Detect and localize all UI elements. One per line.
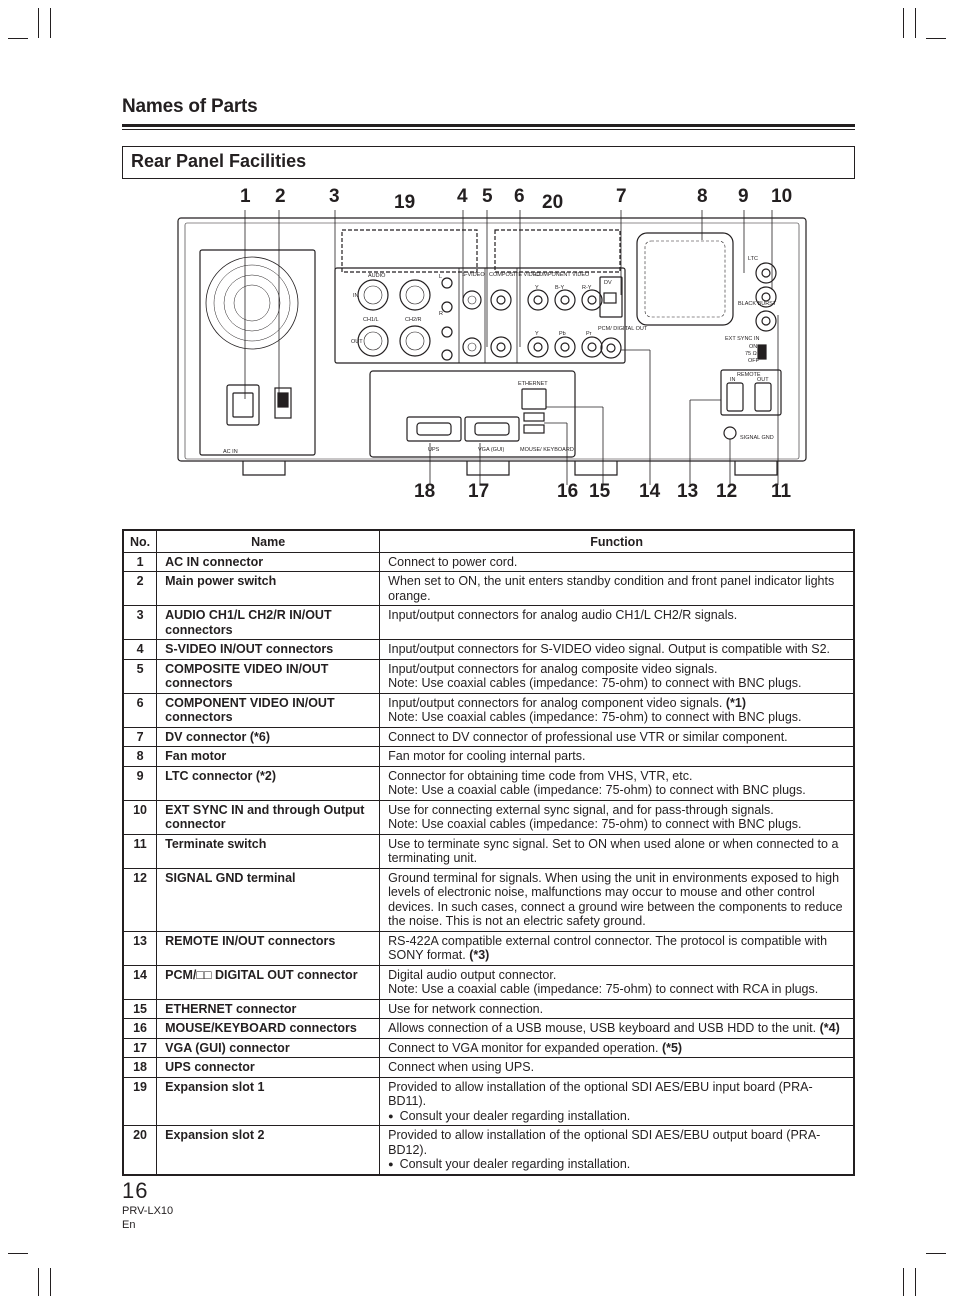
table-row	[123, 727, 854, 747]
function-line	[388, 710, 845, 725]
remote-in	[727, 383, 743, 411]
table-row	[123, 1019, 854, 1039]
language-code: En	[122, 1219, 136, 1231]
foot-left	[243, 461, 285, 475]
function-text: Input/output connectors for analog composite video signals.	[388, 661, 718, 676]
label-ups: UPS	[428, 447, 440, 453]
model-info	[122, 1204, 173, 1232]
part-name: AC IN connector	[157, 552, 380, 572]
function-line	[388, 696, 845, 711]
row-number: 13	[123, 931, 157, 965]
function-line	[388, 871, 845, 929]
part-name: Fan motor	[157, 747, 380, 767]
label-ohm: 75 Ω	[745, 351, 757, 357]
table-row	[123, 659, 854, 693]
row-number: 18	[123, 1058, 157, 1078]
table-row	[123, 640, 854, 660]
function-line	[388, 574, 845, 603]
expansion-slot-1	[342, 230, 477, 272]
remote-out	[755, 383, 771, 411]
crop-mark	[38, 1268, 39, 1296]
callout-number: 7	[616, 186, 627, 207]
label-remote: REMOTE	[737, 372, 761, 378]
xlr-in-ch2	[400, 280, 430, 310]
label-ext-sync: EXT SYNC IN	[725, 336, 760, 342]
function-text: Connect to VGA monitor for expanded operation.	[388, 1040, 659, 1055]
fan-grille	[637, 233, 733, 325]
part-name: REMOTE IN/OUT connectors	[157, 931, 380, 965]
label-black-burst: BLACK BURST	[738, 301, 777, 307]
part-name: SIGNAL GND terminal	[157, 868, 380, 931]
table-row	[123, 931, 854, 965]
function-text: Connect to DV connector of professional use VTR or similar component.	[388, 729, 788, 744]
function-line	[388, 968, 845, 983]
row-number: 20	[123, 1126, 157, 1175]
function-text: Fan motor for cooling internal parts.	[388, 749, 586, 763]
function-line	[388, 1128, 845, 1157]
label-vga: VGA (GUI)	[478, 447, 505, 453]
ups-port	[407, 417, 461, 441]
part-name: MOUSE/KEYBOARD connectors	[157, 1019, 380, 1039]
table-row	[123, 965, 854, 999]
part-function	[380, 572, 854, 606]
callout-number: 15	[589, 481, 611, 502]
callout-number: 2	[275, 186, 286, 207]
part-name: DV connector (*6)	[157, 727, 380, 747]
section-header-box	[122, 146, 855, 179]
function-line	[388, 769, 845, 784]
callout-number: 8	[697, 186, 708, 207]
function-text: Digital audio output connector.	[388, 967, 557, 982]
label-remote-out: OUT	[757, 377, 769, 383]
foot-center-left	[467, 461, 509, 475]
function-line	[388, 730, 845, 745]
label-remote-in: IN	[730, 377, 736, 383]
row-number: 15	[123, 999, 157, 1019]
composite-out	[491, 337, 511, 357]
bullet-note	[388, 1157, 845, 1172]
row-number: 3	[123, 606, 157, 640]
label-audio-in: IN	[353, 293, 359, 299]
xlr-out-ch2	[400, 326, 430, 356]
label-component: COMPONENT VIDEO	[535, 272, 590, 278]
crop-mark	[8, 1253, 28, 1254]
chassis-outline	[178, 218, 806, 461]
function-text: Connect to power cord.	[388, 554, 518, 569]
callout-number: 16	[557, 481, 579, 502]
function-line	[388, 837, 845, 866]
terminate-switch	[758, 345, 766, 359]
foot-right	[735, 461, 777, 475]
table-row	[123, 606, 854, 640]
part-function	[380, 834, 854, 868]
function-text: Note: Use coaxial cables (impedance: 75-ohm) to connect with BNC plugs.	[388, 676, 802, 690]
label-composite: COMPOSITE VIDEO	[489, 272, 541, 278]
row-number: 1	[123, 552, 157, 572]
part-function	[380, 1077, 854, 1126]
function-text: Input/output connectors for analog component video signals.	[388, 695, 723, 710]
part-name: Terminate switch	[157, 834, 380, 868]
row-number: 10	[123, 800, 157, 834]
crop-mark	[50, 1268, 51, 1296]
function-text: Connector for obtaining time code from VHS, VTR, etc.	[388, 768, 693, 783]
part-name: ETHERNET connector	[157, 999, 380, 1019]
part-function	[380, 965, 854, 999]
row-number: 8	[123, 747, 157, 767]
signal-gnd-terminal	[724, 427, 736, 439]
callout-number: 10	[771, 186, 793, 207]
callout-number: 14	[639, 481, 661, 502]
crop-mark	[38, 8, 39, 38]
label-y: Y	[535, 285, 539, 291]
label-ry: R-Y	[582, 285, 592, 291]
function-text: Use to terminate sync signal. Set to ON when used alone or when connected to a terminating unit.	[388, 836, 839, 865]
label-pb: Pb	[559, 331, 566, 337]
table-row	[123, 1038, 854, 1058]
callout-number: 6	[514, 186, 525, 207]
title-rule	[122, 124, 855, 127]
function-line	[388, 642, 845, 657]
row-number: 12	[123, 868, 157, 931]
label-audio: AUDIO	[368, 273, 386, 279]
part-function	[380, 747, 854, 767]
table-row	[123, 572, 854, 606]
expansion-slot-2	[495, 230, 620, 272]
part-function	[380, 1058, 854, 1078]
label-ltc: LTC	[748, 256, 758, 262]
part-function	[380, 1126, 854, 1175]
io-panel	[335, 268, 625, 363]
part-function	[380, 999, 854, 1019]
function-text: RS-422A compatible external control connector. The protocol is compatible with SONY format.	[388, 933, 828, 962]
callout-number: 1	[240, 186, 251, 207]
crop-mark	[926, 1253, 946, 1254]
label-audio-out: OUT	[351, 339, 363, 345]
function-line	[388, 1041, 845, 1056]
function-text: Connect when using UPS.	[388, 1060, 535, 1074]
part-name: S-VIDEO IN/OUT connectors	[157, 640, 380, 660]
col-header-function: Function	[380, 530, 854, 552]
section-title: Rear Panel Facilities	[131, 151, 307, 171]
function-text: Input/output connectors for analog audio CH1/L CH2/R signals.	[388, 608, 738, 622]
function-line	[388, 982, 845, 997]
callout-number: 9	[738, 186, 749, 207]
function-line	[388, 934, 845, 963]
crop-mark	[50, 8, 51, 38]
part-name: EXT SYNC IN and through Output connector	[157, 800, 380, 834]
part-name: PCM/□□ DIGITAL OUT connector	[157, 965, 380, 999]
table-row	[123, 1126, 854, 1175]
part-name: LTC connector (*2)	[157, 766, 380, 800]
crop-mark	[903, 8, 904, 38]
label-svideo: S-VIDEO	[462, 272, 485, 278]
table-header-row	[123, 530, 854, 552]
label-by: B-Y	[555, 285, 565, 291]
part-function	[380, 766, 854, 800]
part-name: COMPONENT VIDEO IN/OUT connectors	[157, 693, 380, 727]
row-number: 4	[123, 640, 157, 660]
function-line	[388, 608, 845, 623]
function-line	[388, 1080, 845, 1109]
part-function	[380, 552, 854, 572]
function-line	[388, 817, 845, 832]
row-number: 5	[123, 659, 157, 693]
label-ch2r: CH2/R	[405, 317, 422, 323]
crop-mark	[915, 1268, 916, 1296]
crop-mark	[8, 38, 28, 39]
callout-number: 11	[771, 481, 792, 502]
function-line	[388, 803, 845, 818]
part-name: AUDIO CH1/L CH2/R IN/OUT connectors	[157, 606, 380, 640]
part-name: VGA (GUI) connector	[157, 1038, 380, 1058]
function-text: Use for network connection.	[388, 1001, 544, 1016]
footnote-ref: (*5)	[661, 1040, 683, 1055]
bullet-note	[388, 1109, 845, 1124]
function-text: Note: Use a coaxial cable (impedance: 75-ohm) to connect with RCA in plugs.	[388, 982, 819, 996]
ltc-bnc	[756, 263, 776, 283]
ext-sync-through	[756, 311, 776, 331]
part-name: Expansion slot 2	[157, 1126, 380, 1175]
function-line	[388, 1002, 845, 1017]
part-function	[380, 659, 854, 693]
xlr-in-ch1	[358, 280, 388, 310]
label-l: L	[439, 274, 443, 280]
row-number: 19	[123, 1077, 157, 1126]
part-function	[380, 931, 854, 965]
table-row	[123, 868, 854, 931]
label-mouse: MOUSE/ KEYBOARD	[520, 447, 574, 453]
callout-number: 18	[414, 481, 436, 502]
table-row	[123, 766, 854, 800]
fan-grille-psu	[206, 257, 298, 349]
title-rule-thin	[122, 129, 855, 130]
usb-port-2	[524, 425, 544, 433]
table-row	[123, 1058, 854, 1078]
function-line	[388, 676, 845, 691]
function-line	[388, 1060, 845, 1075]
function-text: Use for connecting external sync signal, and for pass-through signals.	[388, 802, 774, 817]
callout-number: 19	[394, 192, 416, 213]
row-number: 7	[123, 727, 157, 747]
label-pcm: PCM/ DIGITAL OUT	[598, 326, 648, 332]
table-row	[123, 747, 854, 767]
page-number: 16	[122, 1178, 149, 1203]
part-function	[380, 800, 854, 834]
page-title: Names of Parts	[122, 96, 258, 117]
function-text: Ground terminal for signals. When using the unit in environments exposed to high levels of electronic noise, malfunctions may occur to mouse and other control devices. In such cases, connect a ground wire between the components to reduce the noise. This is not an electric safety ground.	[388, 870, 843, 928]
function-line	[388, 555, 845, 570]
part-function	[380, 640, 854, 660]
function-text: Provided to allow installation of the optional SDI AES/EBU input board (PRA-BD11).	[388, 1079, 813, 1108]
function-text: When set to ON, the unit enters standby condition and front panel indicator lights orange.	[388, 574, 835, 603]
row-number: 6	[123, 693, 157, 727]
rear-panel-diagram	[175, 185, 815, 510]
usb-port-1	[524, 413, 544, 421]
foot-center-right	[575, 461, 617, 475]
callout-number: 12	[716, 481, 738, 502]
row-number: 14	[123, 965, 157, 999]
footnote-ref: (*3)	[469, 948, 490, 962]
model-name: PRV-LX10	[122, 1205, 174, 1217]
function-text: Allows connection of a USB mouse, USB keyboard and USB HDD to the unit.	[388, 1021, 817, 1035]
col-header-no: No.	[123, 530, 157, 552]
bullet-text: Consult your dealer regarding installation.	[399, 1108, 631, 1123]
part-name: UPS connector	[157, 1058, 380, 1078]
parts-table-body	[123, 552, 854, 1175]
row-number: 2	[123, 572, 157, 606]
function-text: Note: Use coaxial cables (impedance: 75-ohm) to connect with BNC plugs.	[388, 817, 802, 831]
callout-number: 13	[677, 481, 699, 502]
callout-number: 5	[482, 186, 493, 207]
svideo-out	[463, 338, 481, 356]
function-text: Input/output connectors for S-VIDEO video signal. Output is compatible with S2.	[388, 642, 831, 656]
row-number: 17	[123, 1038, 157, 1058]
callout-number: 17	[468, 481, 490, 502]
composite-in	[491, 290, 511, 310]
part-function	[380, 1038, 854, 1058]
callout-number: 3	[329, 186, 340, 207]
pcm-digital-out	[601, 338, 621, 358]
function-line	[388, 1021, 845, 1036]
label-ch1l: CH1/L	[363, 317, 379, 323]
function-line	[388, 783, 845, 798]
parts-table	[122, 529, 855, 1176]
table-row	[123, 693, 854, 727]
table-row	[123, 1077, 854, 1126]
part-function	[380, 1019, 854, 1039]
function-line	[388, 749, 845, 764]
label-signal-gnd: SIGNAL GND	[740, 435, 774, 441]
crop-mark	[926, 38, 946, 39]
table-row	[123, 800, 854, 834]
table-row	[123, 834, 854, 868]
ethernet-port	[522, 389, 546, 409]
psu-block	[200, 250, 315, 455]
function-text: Note: Use coaxial cables (impedance: 75-ohm) to connect with BNC plugs.	[388, 710, 802, 724]
part-name: COMPOSITE VIDEO IN/OUT connectors	[157, 659, 380, 693]
part-function	[380, 868, 854, 931]
ac-in-socket	[227, 385, 259, 425]
label-ethernet: ETHERNET	[518, 381, 548, 387]
function-line	[388, 662, 845, 677]
label-y-out: Y	[535, 331, 539, 337]
part-function	[380, 606, 854, 640]
function-text: Note: Use a coaxial cable (impedance: 75-ohm) to connect with BNC plugs.	[388, 783, 806, 797]
row-number: 16	[123, 1019, 157, 1039]
callout-number: 20	[542, 192, 564, 213]
label-on: ON	[749, 344, 758, 350]
crop-mark	[915, 8, 916, 38]
part-function	[380, 727, 854, 747]
vga-port	[465, 417, 519, 441]
footnote-ref: (*1)	[725, 695, 747, 710]
col-header-name: Name	[157, 530, 380, 552]
bullet-text: Consult your dealer regarding installation.	[399, 1157, 631, 1171]
label-r: R	[439, 311, 443, 317]
crop-mark	[903, 1268, 904, 1296]
table-row	[123, 999, 854, 1019]
part-function	[380, 693, 854, 727]
row-number: 11	[123, 834, 157, 868]
row-number: 9	[123, 766, 157, 800]
part-name: Expansion slot 1	[157, 1077, 380, 1126]
svideo-in	[463, 291, 481, 309]
function-text: Provided to allow installation of the optional SDI AES/EBU output board (PRA-BD12).	[388, 1128, 821, 1157]
label-pr: Pr	[586, 331, 592, 337]
footnote-ref: (*4)	[819, 1021, 840, 1035]
callout-number: 4	[457, 186, 468, 207]
label-off: OFF	[748, 358, 759, 364]
label-dv: DV	[604, 280, 612, 286]
label-ac-in: AC IN	[223, 449, 238, 455]
part-name: Main power switch	[157, 572, 380, 606]
table-row	[123, 552, 854, 572]
